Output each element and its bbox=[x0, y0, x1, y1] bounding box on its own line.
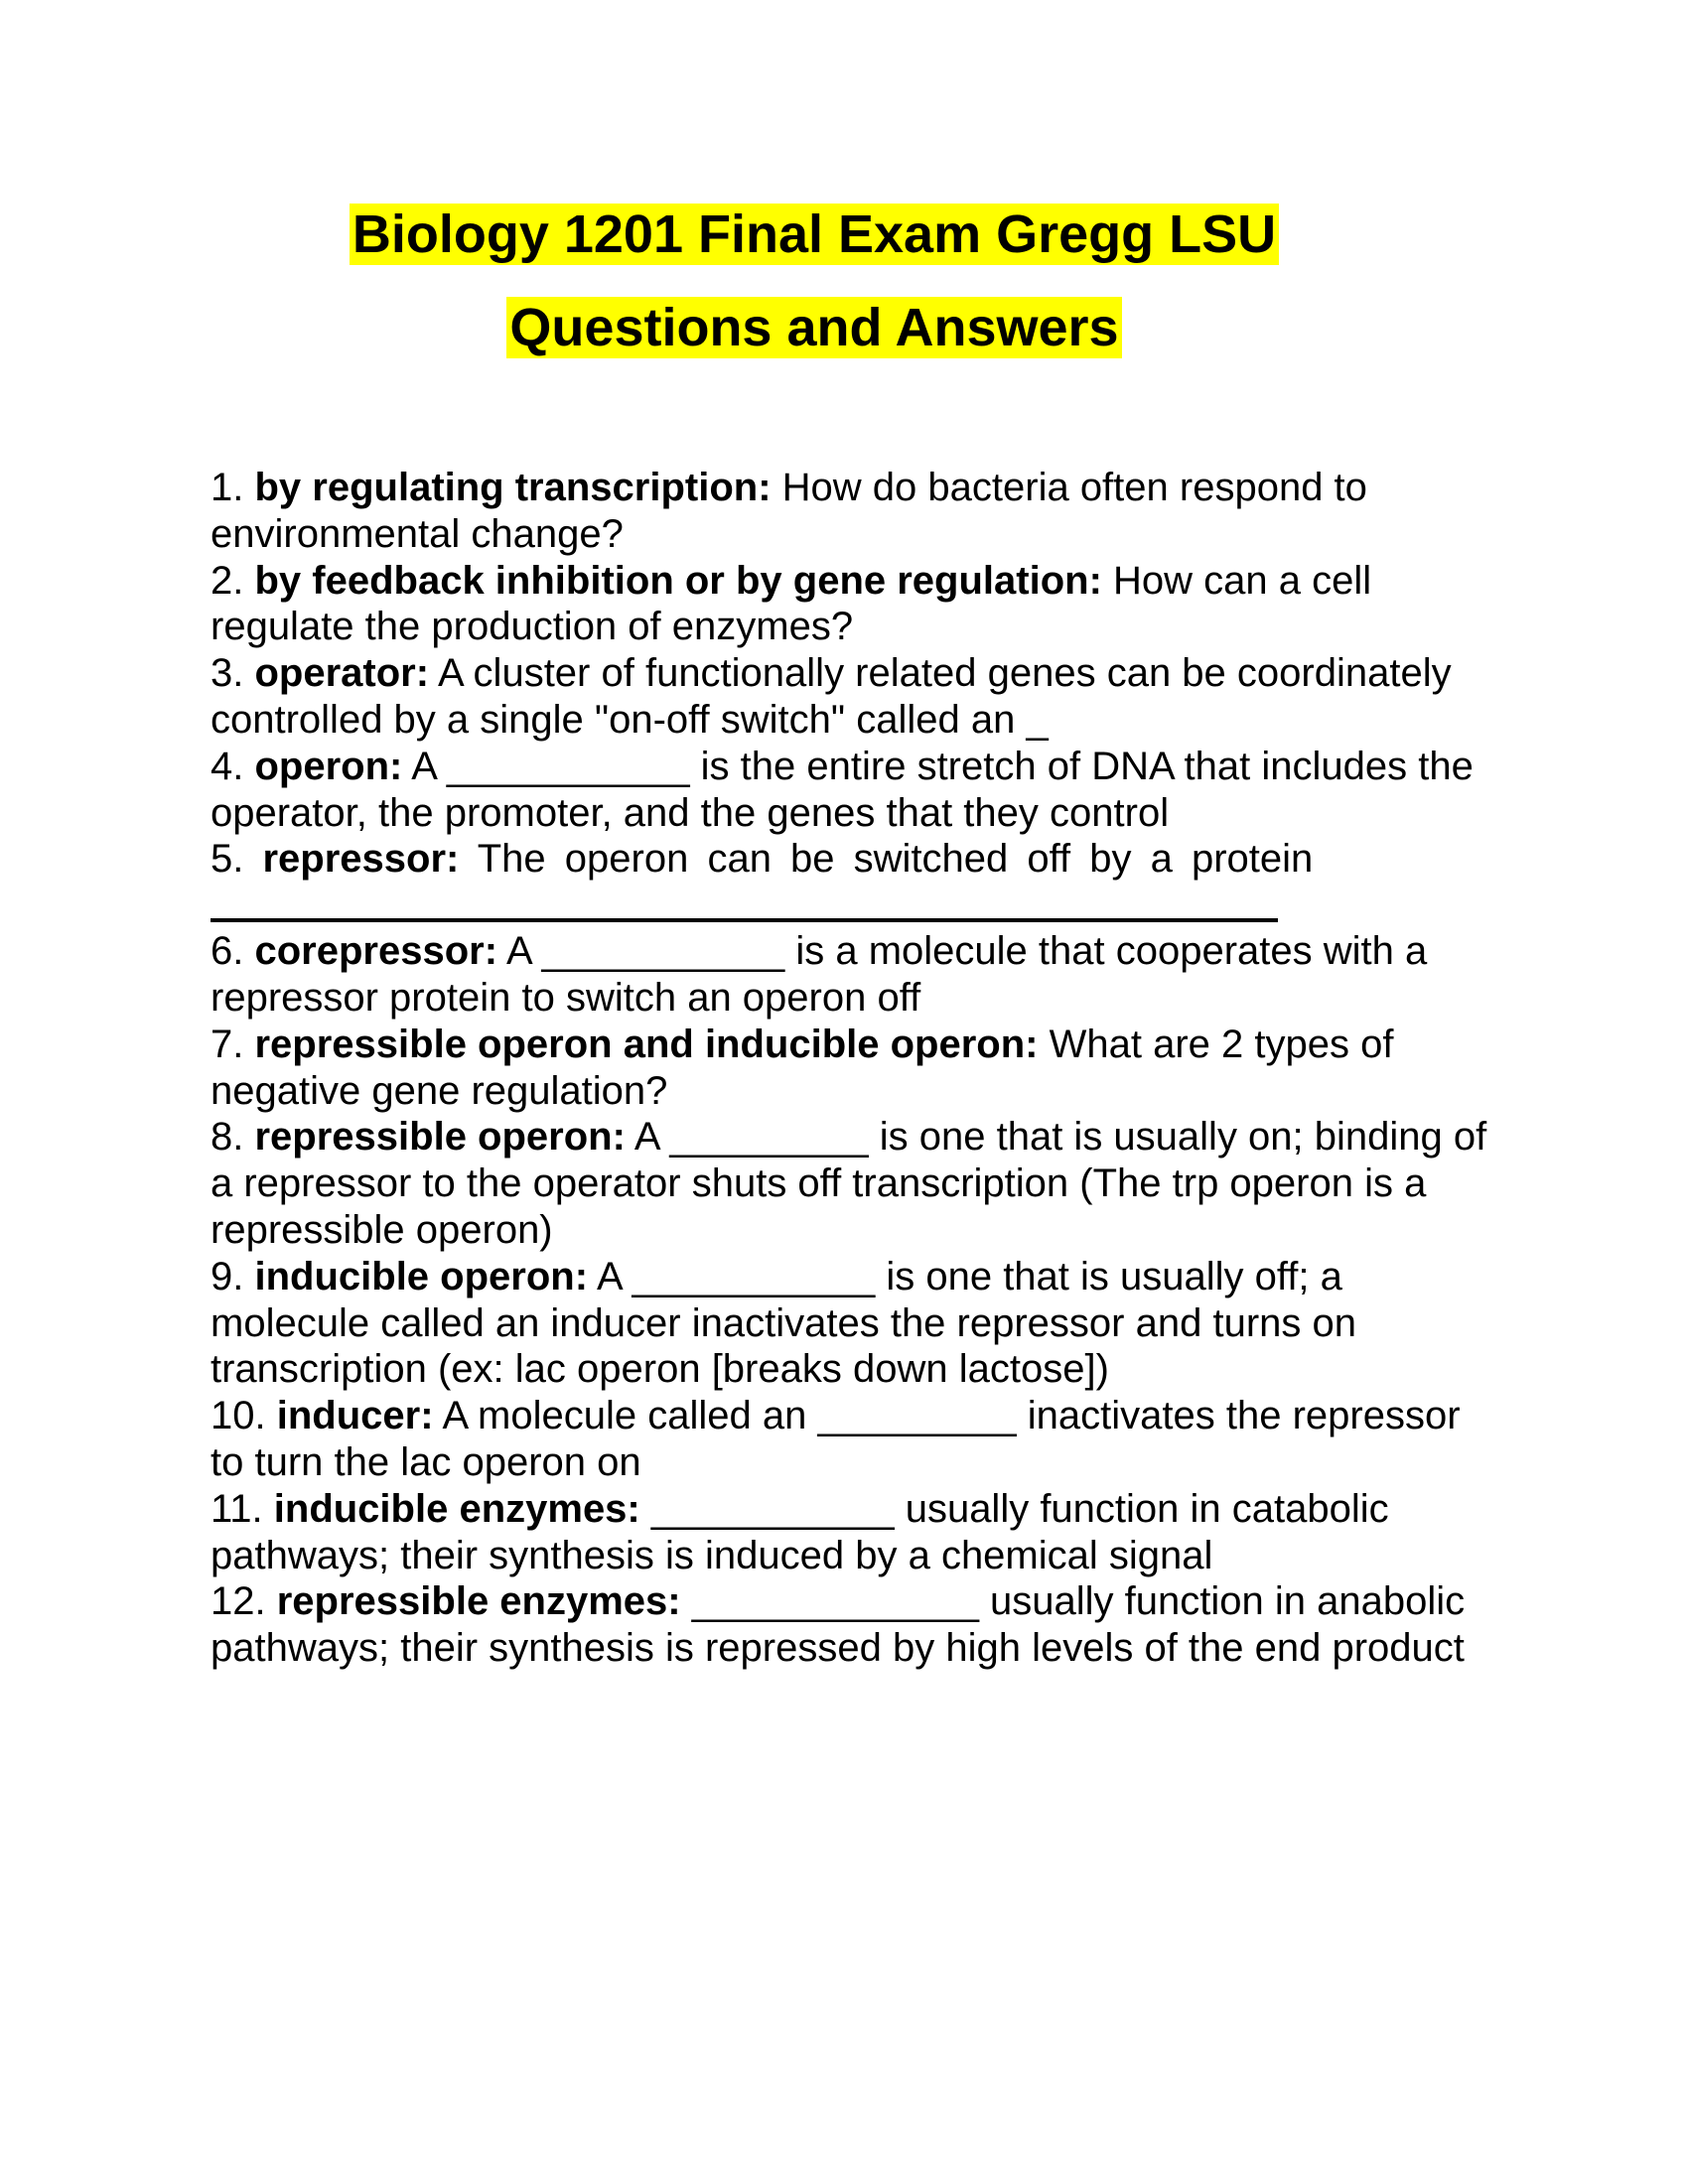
item-question: How do bacteria often respond to environmental change? bbox=[211, 466, 1367, 556]
item-number: 2. bbox=[211, 558, 244, 603]
item-number: 6. bbox=[211, 929, 244, 974]
qa-item-7 bbox=[211, 1022, 1491, 1115]
page-subtitle: Questions and Answers bbox=[506, 297, 1121, 358]
qa-item-11 bbox=[211, 1486, 1491, 1579]
item-answer: repressible operon and inducible operon: bbox=[254, 1022, 1039, 1066]
item-question: A cluster of functionally related genes can be coordinately controlled by a single "on-off switch" called an _ bbox=[211, 651, 1452, 742]
item-question: A ___________ is one that is usually off; a molecule called an inducer inactivates the repressor and turns on transcription (ex: lac operon [breaks down lactose]) bbox=[211, 1254, 1356, 1392]
item-question: A molecule called an _________ inactivates the repressor to turn the lac operon on bbox=[211, 1394, 1461, 1484]
qa-item-3 bbox=[211, 650, 1491, 744]
item-answer: by feedback inhibition or by gene regulation: bbox=[254, 558, 1102, 603]
item-number: 8. bbox=[211, 1115, 244, 1160]
item-answer: inducible enzymes: bbox=[273, 1486, 640, 1531]
qa-item-2 bbox=[211, 558, 1491, 651]
qa-item-8 bbox=[211, 1114, 1491, 1253]
item-answer: operon: bbox=[254, 744, 403, 788]
item-number: 7. bbox=[211, 1022, 244, 1066]
item-answer: inducible operon: bbox=[254, 1254, 589, 1298]
qa-list bbox=[211, 465, 1491, 1672]
qa-item-1 bbox=[211, 465, 1491, 558]
item-question: What are 2 types of negative gene regulation? bbox=[211, 1022, 1394, 1113]
item-answer: by regulating transcription: bbox=[254, 466, 772, 509]
item-number: 1. bbox=[211, 466, 244, 509]
item-answer: corepressor: bbox=[254, 929, 498, 974]
title-block bbox=[0, 204, 1628, 358]
item-number: 3. bbox=[211, 651, 244, 696]
item-number: 9. bbox=[211, 1254, 244, 1298]
item-number: 11. bbox=[211, 1486, 263, 1531]
item-question: A ___________ is a molecule that cooperates with a repressor protein to switch an operon off bbox=[211, 929, 1428, 1020]
answer-blank-line bbox=[211, 883, 1278, 922]
qa-item-9 bbox=[211, 1254, 1491, 1393]
qa-item-6 bbox=[211, 928, 1491, 1022]
item-answer: repressor: bbox=[262, 837, 460, 882]
item-question: The operon can be switched off by a protein bbox=[477, 837, 1314, 882]
item-number: 5. bbox=[211, 837, 244, 882]
qa-item-5 bbox=[211, 836, 1491, 922]
qa-item-10 bbox=[211, 1393, 1491, 1486]
qa-item-12 bbox=[211, 1578, 1491, 1672]
item-question: _____________ usually function in anabolic pathways; their synthesis is repressed by high levels of the end product bbox=[211, 1579, 1466, 1671]
item-number: 12. bbox=[211, 1579, 266, 1624]
item-answer: inducer: bbox=[276, 1394, 434, 1438]
qa-item-4 bbox=[211, 744, 1491, 837]
item-question: ___________ usually function in catabolic pathways; their synthesis is induced by a chemical signal bbox=[211, 1486, 1389, 1577]
item-number: 4. bbox=[211, 744, 244, 788]
item-answer: repressible enzymes: bbox=[276, 1579, 681, 1624]
item-number: 10. bbox=[211, 1394, 266, 1438]
item-question: A _________ is one that is usually on; binding of a repressor to the operator shuts off transcription (The trp operon is a repressible operon) bbox=[211, 1115, 1487, 1252]
item-question: A ___________ is the entire stretch of DNA that includes the operator, the promoter, and the genes that they control bbox=[211, 744, 1474, 835]
item-answer: operator: bbox=[254, 651, 430, 696]
item-answer: repressible operon: bbox=[254, 1115, 626, 1160]
item-question: How can a cell regulate the production of enzymes? bbox=[211, 558, 1372, 649]
page-title: Biology 1201 Final Exam Gregg LSU bbox=[350, 204, 1279, 265]
